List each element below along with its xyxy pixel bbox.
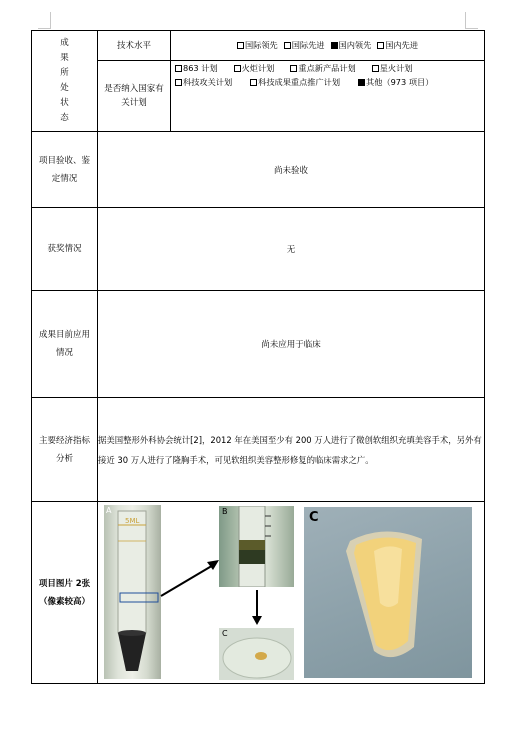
tech-level-options [171,31,485,61]
national-plan-options [171,61,485,132]
photo-panel-c-large [304,507,472,678]
acceptance-label: 项目验收、鉴定情况 [32,132,98,208]
panel-c-large-letter: C [309,510,319,525]
checkbox-key-new-product[interactable] [290,65,297,72]
application-row [32,291,485,398]
pictures-row [32,502,485,684]
checkbox-intl-leading[interactable] [237,42,244,49]
arrow-a-to-b [161,564,215,596]
checkbox-torch[interactable] [234,65,241,72]
photo-panel-a [104,505,161,679]
checkbox-other-973[interactable] [358,79,365,86]
awards-row [32,208,485,291]
syringe-drawing [219,506,294,587]
checkbox-promotion[interactable] [250,79,257,86]
tube-drawing [104,505,161,679]
application-value: 尚未应用于临床 [98,291,485,398]
awards-value: 无 [98,208,485,291]
pictures-label: 项目图片 2张（像素较高） [32,502,98,684]
economic-row [32,398,485,502]
option-key-tech[interactable]: 科技攻关计划 [175,77,232,88]
status-label-char: 所 [60,68,69,78]
option-spark[interactable]: 星火计划 [372,63,413,74]
photo-panel-c-small [219,628,294,680]
status-label [32,31,98,132]
application-label: 成果目前应用情况 [32,291,98,398]
checkbox-key-tech[interactable] [175,79,182,86]
implant-drawing [304,507,472,678]
option-torch[interactable]: 火炬计划 [234,63,275,74]
achievement-form-table [31,30,485,684]
option-intl-leading[interactable]: 国际领先 [237,40,278,51]
status-label-char: 成 [60,38,69,48]
panel-b-letter: B [222,507,228,516]
checkbox-domestic-leading[interactable] [331,42,338,49]
status-label-char: 状 [60,98,69,108]
acceptance-value: 尚未验收 [98,132,485,208]
tech-level-label: 技术水平 [98,31,171,61]
status-label-char: 果 [60,53,69,63]
option-domestic-advanced[interactable]: 国内先进 [377,40,418,51]
option-other-973[interactable]: 其他（973 项目） [358,77,433,88]
panel-a-letter: A [106,506,112,515]
option-promotion[interactable]: 科技成果重点推广计划 [250,77,340,88]
economic-value: 据美国整形外科协会统计[2]，2012 年在美国至少有 200 万人进行了微创软组织充填美容手术，另外有接近 30 万人进行了隆胸手术，可见软组织美容整形修复的临床需求之广。 [98,398,485,502]
awards-label: 获奖情况 [32,208,98,291]
status-label-char: 处 [60,83,69,93]
photo-panel-b [219,506,294,587]
checkbox-863[interactable] [175,65,182,72]
dish-drawing [219,628,294,680]
checkbox-spark[interactable] [372,65,379,72]
economic-label: 主要经济指标分析 [32,398,98,502]
national-plan-row [32,61,485,132]
acceptance-row [32,132,485,208]
option-domestic-leading[interactable]: 国内领先 [331,40,372,51]
status-label-char: 态 [60,113,69,123]
tube-mark: 5ML [125,517,140,525]
checkbox-intl-advanced[interactable] [284,42,291,49]
option-863[interactable]: 863 计划 [175,63,218,74]
pictures-cell [98,502,485,684]
checkbox-domestic-advanced[interactable] [377,42,384,49]
tech-level-row [32,31,485,61]
page-corner-mark-right [465,12,478,29]
panel-c-small-letter: C [222,629,228,638]
option-intl-advanced[interactable]: 国际先进 [284,40,325,51]
national-plan-label: 是否纳入国家有关计划 [98,61,171,132]
page-corner-mark-left [38,12,51,29]
option-key-new-product[interactable]: 重点新产品计划 [290,63,355,74]
